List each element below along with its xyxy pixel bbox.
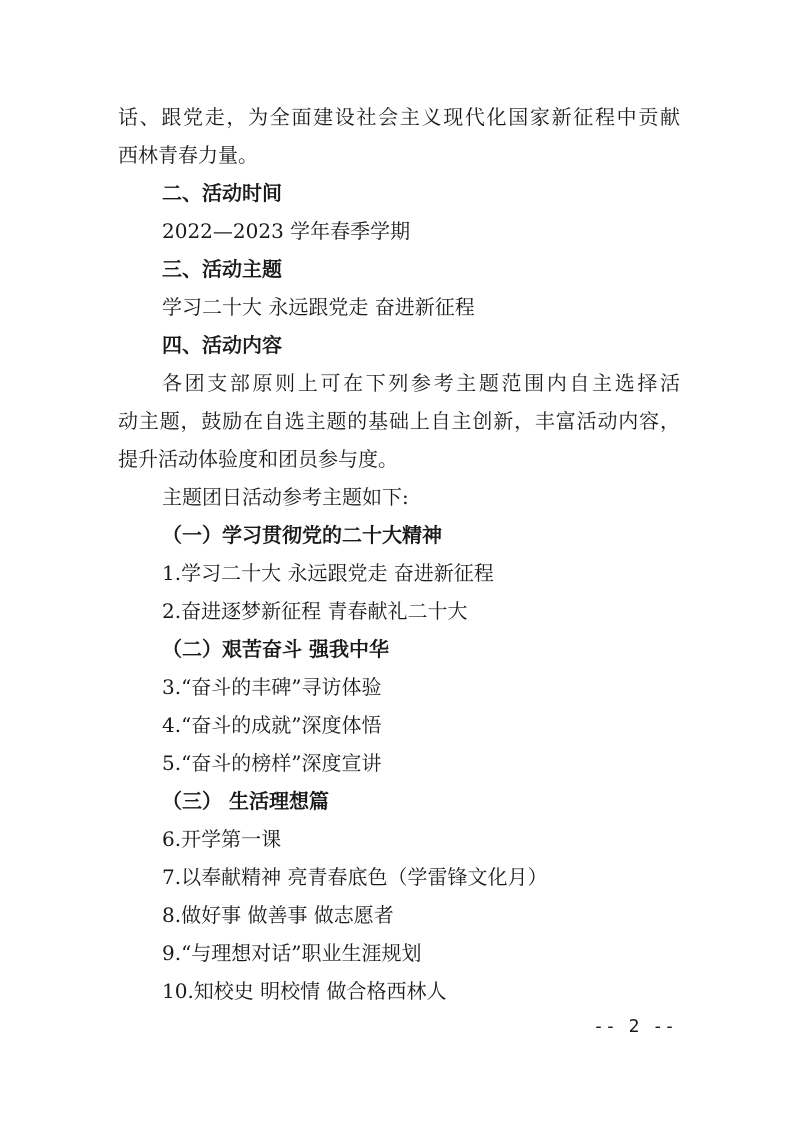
- topic-item: 1.学习二十大 永远跟党走 奋进新征程: [162, 561, 494, 585]
- reference-topics-intro: 主题团日活动参考主题如下:: [162, 485, 409, 509]
- activity-theme-text: 学习二十大 永远跟党走 奋进新征程: [162, 295, 475, 319]
- topic-item: 6.开学第一课: [162, 827, 282, 851]
- topic-item: 8.做好事 做善事 做志愿者: [162, 903, 394, 927]
- paragraph-line: 动主题，鼓励在自选主题的基础上自主创新，丰富活动内容，: [118, 409, 680, 433]
- section-heading-theme: 三、活动主题: [162, 257, 282, 281]
- subheading-three: （三） 生活理想篇: [162, 789, 329, 813]
- topic-item: 3.“奋斗的丰碑”寻访体验: [162, 675, 382, 699]
- activity-time-text: 2022—2023 学年春季学期: [162, 219, 411, 243]
- topic-item: 5.“奋斗的榜样”深度宣讲: [162, 751, 382, 775]
- topic-item: 4.“奋斗的成就”深度体悟: [162, 713, 382, 737]
- paragraph-line: 提升活动体验度和团员参与度。: [118, 447, 398, 471]
- paragraph-line: 话、跟党走，为全面建设社会主义现代化国家新征程中贡献: [118, 105, 680, 129]
- topic-item: 2.奋进逐梦新征程 青春献礼二十大: [162, 599, 468, 623]
- topic-item: 10.知校史 明校情 做合格西林人: [162, 979, 447, 1003]
- topic-item: 7.以奉献精神 亮青春底色（学雷锋文化月）: [162, 865, 548, 889]
- subheading-two: （二）艰苦奋斗 强我中华: [162, 637, 389, 661]
- section-heading-content: 四、活动内容: [162, 333, 282, 357]
- paragraph-line: 各团支部原则上可在下列参考主题范围内自主选择活: [162, 371, 680, 395]
- page-number: -- 2 --: [593, 1016, 676, 1037]
- subheading-one: （一）学习贯彻党的二十大精神: [162, 523, 442, 547]
- topic-item: 9.“与理想对话”职业生涯规划: [162, 941, 422, 965]
- section-heading-time: 二、活动时间: [162, 181, 282, 205]
- paragraph-line: 西林青春力量。: [118, 143, 258, 167]
